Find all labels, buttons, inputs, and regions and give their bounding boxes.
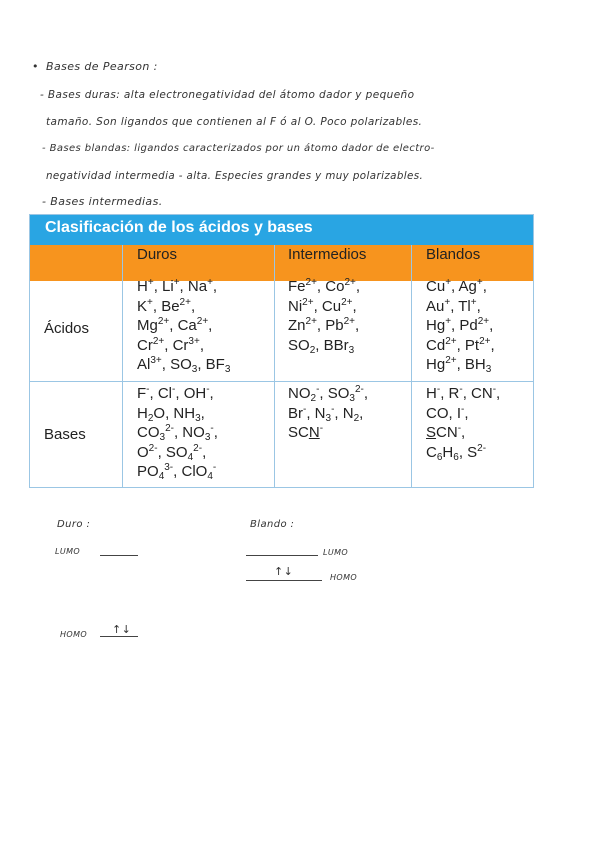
classification-table: [29, 214, 534, 488]
sketch-lumo-right: LUMO: [323, 548, 349, 557]
note-line-1: - Bases duras: alta electronegatividad del átomo dador y pequeño: [40, 89, 415, 101]
cell-bases-blandos: H-, R-, CN-, CO, I-, SCN-, $C_6H_6$, $S^{2-}$: [426, 384, 501, 463]
sketch-arrows-right: ↑↓: [274, 565, 294, 578]
sketch-line-lumo-right: [246, 555, 318, 556]
row-label-acidos: Ácidos: [44, 320, 90, 337]
cell-acidos-blandos: Cu+, Ag+, Au+, Tl+, Hg+, $Pd^{2+}$, $Cd^{2+}$, $Pt^{2+}$, $Hg^{2+}$, $BH_3$: [426, 277, 495, 375]
sketch-homo-right: HOMO: [330, 573, 358, 582]
header-duros: Duros: [137, 246, 178, 263]
header-intermedios: Intermedios: [288, 246, 367, 263]
note-title: Bases de Pearson :: [46, 60, 158, 73]
table-title: Clasificación de los ácidos y bases: [30, 215, 533, 245]
note-line-4: negatividad intermedia - alta. Especies grandes y muy polarizables.: [46, 170, 424, 182]
cell-acidos-intermedios: $Fe^{2+}$, $Co^{2+}$, $Ni^{2+}$, $Cu^{2+}$, $Zn^{2+}$, $Pb^{2+}$, $SO_2$, BBr$_3$: [288, 277, 361, 356]
note-line-3: - Bases blandas: ligandos caracterizados por un átomo dador de electro-: [42, 143, 435, 154]
sketch-blando-label: Blando :: [250, 519, 295, 530]
sketch-arrows-left: ↑↓: [112, 623, 132, 636]
header-blandos: Blandos: [426, 246, 481, 263]
note-bullet: •: [32, 60, 39, 73]
sketch-homo-left: HOMO: [60, 630, 88, 639]
row-label-bases: Bases: [44, 426, 86, 443]
sketch-line-homo-right: [246, 580, 322, 581]
note-line-5: - Bases intermedias.: [42, 195, 163, 208]
sketch-line-homo-left: [100, 636, 138, 637]
sketch-duro-label: Duro :: [57, 519, 91, 530]
note-line-2: tamaño. Son ligandos que contienen al F ó al O. Poco polarizables.: [46, 116, 423, 128]
cell-bases-intermedios: $NO_2^-$, $SO_3^{2-}$, Br-, $N_3^-$, $N_2$, SCN-: [288, 384, 369, 441]
sketch-lumo-left: LUMO: [55, 547, 81, 556]
sketch-line-lumo-left: [100, 555, 138, 556]
cell-bases-duros: F-, Cl-, OH-, $H_2O$, $NH_3$, $CO_3^{2-}$, $NO_3^-$, $O^{2-}$, $SO_4^{2-}$, $PO_4^{3-}$, ClO$_4$-: [137, 384, 218, 482]
cell-acidos-duros: H+, Li+, Na+, K+, $Be^{2+}$, $Mg^{2+}$, $Ca^{2+}$, $Cr^{2+}$, $Cr^{3+}$, $Al^{3+}$, $SO_3$, $BF_3$: [137, 277, 231, 375]
